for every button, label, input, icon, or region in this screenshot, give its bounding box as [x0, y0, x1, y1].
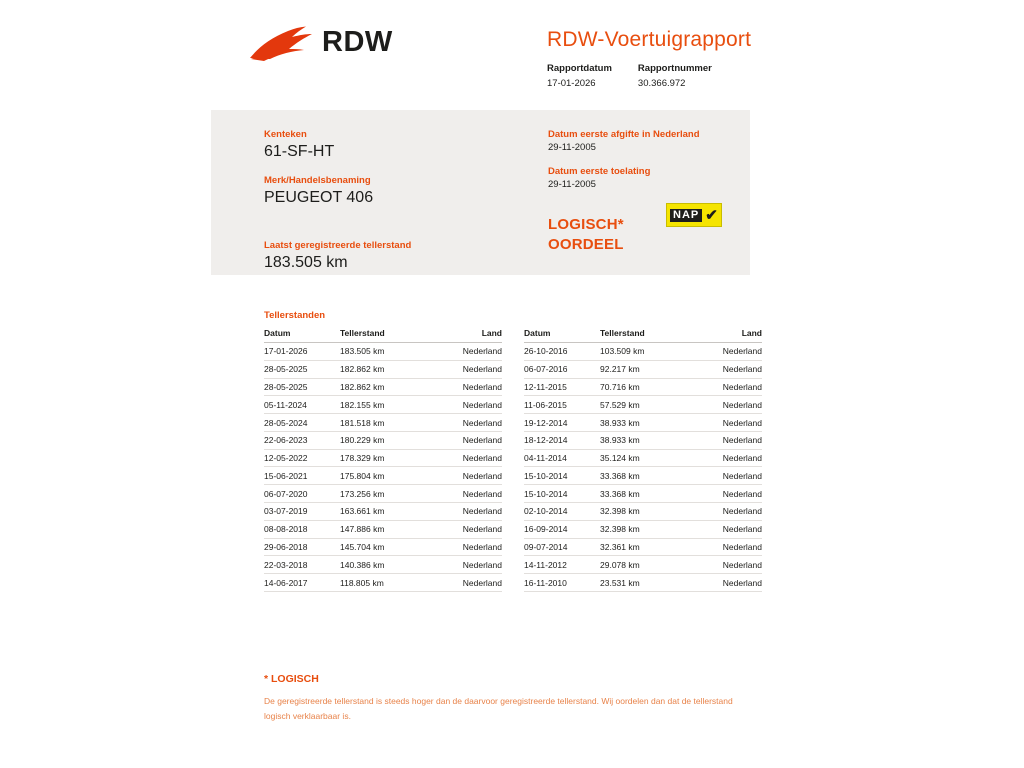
cell-date: 15-10-2014 — [524, 467, 600, 485]
table-row — [524, 378, 762, 396]
cell-date: 08-08-2018 — [264, 520, 340, 538]
column-header-odometer: Tellerstand — [600, 328, 696, 343]
cell-odometer: 140.386 km — [340, 556, 436, 574]
cell-country: Nederland — [436, 520, 502, 538]
cell-odometer: 32.361 km — [600, 538, 696, 556]
cell-odometer: 182.862 km — [340, 378, 436, 396]
footnote-title: * LOGISCH — [264, 673, 319, 685]
cell-country: Nederland — [696, 343, 762, 361]
table-row — [264, 574, 502, 592]
cell-country: Nederland — [436, 360, 502, 378]
table-row — [264, 378, 502, 396]
cell-date: 15-06-2021 — [264, 467, 340, 485]
cell-odometer: 103.509 km — [600, 343, 696, 361]
cell-date: 05-11-2024 — [264, 396, 340, 414]
cell-odometer: 183.505 km — [340, 343, 436, 361]
cell-country: Nederland — [436, 449, 502, 467]
check-icon: ✔ — [705, 206, 718, 224]
merk-label: Merk/Handelsbenaming — [264, 175, 371, 186]
table-row — [524, 520, 762, 538]
rdw-flame-icon — [248, 22, 314, 62]
cell-date: 04-11-2014 — [524, 449, 600, 467]
cell-country: Nederland — [696, 449, 762, 467]
cell-country: Nederland — [436, 414, 502, 432]
first-admission-label: Datum eerste toelating — [548, 166, 651, 177]
cell-odometer: 145.704 km — [340, 538, 436, 556]
cell-country: Nederland — [696, 574, 762, 592]
cell-odometer: 33.368 km — [600, 467, 696, 485]
vehicle-summary-panel — [211, 110, 750, 275]
table-row — [524, 431, 762, 449]
cell-country: Nederland — [436, 503, 502, 521]
cell-date: 17-01-2026 — [264, 343, 340, 361]
nap-label: NAP — [670, 209, 702, 222]
first-issue-value: 29-11-2005 — [548, 142, 596, 153]
cell-date: 11-06-2015 — [524, 396, 600, 414]
report-number-label: Rapportnummer — [637, 63, 712, 74]
cell-odometer: 163.661 km — [340, 503, 436, 521]
cell-country: Nederland — [436, 378, 502, 396]
cell-odometer: 175.804 km — [340, 467, 436, 485]
table-header-row — [524, 328, 762, 343]
readings-table-right — [524, 328, 762, 592]
cell-odometer: 23.531 km — [600, 574, 696, 592]
odometer-label: Laatst geregistreerde tellerstand — [264, 240, 412, 251]
cell-odometer: 32.398 km — [600, 503, 696, 521]
rdw-logo — [248, 22, 393, 62]
column-header-date: Datum — [524, 328, 600, 343]
cell-date: 28-05-2025 — [264, 360, 340, 378]
rdw-logo-text: RDW — [322, 25, 393, 58]
table-row — [264, 449, 502, 467]
odometer-value: 183.505 km — [264, 254, 348, 271]
cell-odometer: 57.529 km — [600, 396, 696, 414]
cell-country: Nederland — [436, 574, 502, 592]
cell-country: Nederland — [436, 485, 502, 503]
report-date-label: Rapportdatum — [547, 63, 612, 74]
first-admission-value: 29-11-2005 — [548, 179, 596, 190]
summary-left-column — [264, 129, 504, 286]
table-row — [264, 467, 502, 485]
summary-right-column — [548, 129, 748, 256]
cell-odometer: 33.368 km — [600, 485, 696, 503]
cell-odometer: 147.886 km — [340, 520, 436, 538]
table-row — [264, 396, 502, 414]
column-header-country: Land — [696, 328, 762, 343]
table-row — [524, 360, 762, 378]
cell-odometer: 70.716 km — [600, 378, 696, 396]
cell-odometer: 178.329 km — [340, 449, 436, 467]
cell-odometer: 182.862 km — [340, 360, 436, 378]
column-header-date: Datum — [264, 328, 340, 343]
cell-date: 14-11-2012 — [524, 556, 600, 574]
readings-left-body — [264, 343, 502, 592]
readings-tables — [264, 328, 762, 592]
table-row — [264, 414, 502, 432]
table-row — [264, 360, 502, 378]
cell-country: Nederland — [436, 556, 502, 574]
odometer-readings-section — [264, 310, 762, 592]
verdict-line-2: OORDEEL — [548, 236, 624, 254]
readings-section-title: Tellerstanden — [264, 310, 326, 321]
cell-odometer: 181.518 km — [340, 414, 436, 432]
table-header-row — [264, 328, 502, 343]
cell-country: Nederland — [436, 467, 502, 485]
cell-country: Nederland — [696, 360, 762, 378]
cell-country: Nederland — [696, 431, 762, 449]
cell-country: Nederland — [696, 503, 762, 521]
report-meta — [547, 63, 738, 89]
cell-country: Nederland — [436, 396, 502, 414]
cell-country: Nederland — [696, 467, 762, 485]
cell-country: Nederland — [696, 396, 762, 414]
cell-date: 14-06-2017 — [264, 574, 340, 592]
table-row — [524, 396, 762, 414]
nap-logo — [666, 203, 722, 227]
cell-country: Nederland — [696, 520, 762, 538]
cell-country: Nederland — [696, 414, 762, 432]
cell-date: 19-12-2014 — [524, 414, 600, 432]
table-row — [524, 343, 762, 361]
cell-odometer: 29.078 km — [600, 556, 696, 574]
cell-date: 02-10-2014 — [524, 503, 600, 521]
cell-odometer: 182.155 km — [340, 396, 436, 414]
cell-country: Nederland — [696, 538, 762, 556]
table-row — [264, 485, 502, 503]
table-row — [524, 538, 762, 556]
cell-country: Nederland — [696, 556, 762, 574]
cell-date: 22-03-2018 — [264, 556, 340, 574]
table-row — [524, 414, 762, 432]
cell-date: 09-07-2014 — [524, 538, 600, 556]
table-row — [524, 467, 762, 485]
cell-odometer: 92.217 km — [600, 360, 696, 378]
cell-odometer: 173.256 km — [340, 485, 436, 503]
table-row — [524, 574, 762, 592]
table-row — [264, 520, 502, 538]
cell-country: Nederland — [436, 431, 502, 449]
table-row — [264, 556, 502, 574]
footnote-text: De geregistreerde tellerstand is steeds hoger dan de daarvoor geregistreerde tellerstand. Wij oordelen dan dat de tellerstand logisch verklaarbaar is. — [264, 696, 733, 721]
report-number-value: 30.366.972 — [637, 78, 686, 89]
report-date-value: 17-01-2026 — [547, 78, 596, 89]
kenteken-label: Kenteken — [264, 129, 307, 140]
footnote-section — [264, 673, 734, 724]
table-row — [264, 343, 502, 361]
cell-country: Nederland — [436, 343, 502, 361]
cell-date: 12-11-2015 — [524, 378, 600, 396]
report-number-block — [638, 63, 712, 89]
table-row — [264, 503, 502, 521]
cell-odometer: 32.398 km — [600, 520, 696, 538]
cell-odometer: 180.229 km — [340, 431, 436, 449]
table-row — [524, 503, 762, 521]
cell-date: 12-05-2022 — [264, 449, 340, 467]
table-row — [524, 556, 762, 574]
cell-country: Nederland — [696, 485, 762, 503]
report-title: RDW-Voertuigrapport — [547, 28, 752, 51]
cell-country: Nederland — [696, 378, 762, 396]
cell-odometer: 35.124 km — [600, 449, 696, 467]
table-row — [524, 449, 762, 467]
first-issue-label: Datum eerste afgifte in Nederland — [548, 129, 700, 140]
cell-date: 06-07-2016 — [524, 360, 600, 378]
cell-date: 28-05-2025 — [264, 378, 340, 396]
odometer-block — [264, 240, 504, 273]
cell-date: 18-12-2014 — [524, 431, 600, 449]
readings-right-body — [524, 343, 762, 592]
cell-date: 22-06-2023 — [264, 431, 340, 449]
cell-date: 16-11-2010 — [524, 574, 600, 592]
cell-country: Nederland — [436, 538, 502, 556]
column-header-country: Land — [436, 328, 502, 343]
cell-odometer: 118.805 km — [340, 574, 436, 592]
kenteken-value: 61-SF-HT — [264, 143, 335, 160]
verdict-line-1: LOGISCH* — [548, 216, 624, 233]
report-date-block — [547, 63, 612, 89]
cell-date: 03-07-2019 — [264, 503, 340, 521]
cell-date: 29-06-2018 — [264, 538, 340, 556]
cell-date: 28-05-2024 — [264, 414, 340, 432]
cell-date: 06-07-2020 — [264, 485, 340, 503]
table-row — [524, 485, 762, 503]
cell-odometer: 38.933 km — [600, 414, 696, 432]
merk-value: PEUGEOT 406 — [264, 189, 374, 206]
cell-date: 16-09-2014 — [524, 520, 600, 538]
cell-odometer: 38.933 km — [600, 431, 696, 449]
cell-date: 26-10-2016 — [524, 343, 600, 361]
report-header — [0, 0, 1024, 110]
column-header-odometer: Tellerstand — [340, 328, 436, 343]
table-row — [264, 431, 502, 449]
readings-table-left — [264, 328, 502, 592]
table-row — [264, 538, 502, 556]
cell-date: 15-10-2014 — [524, 485, 600, 503]
